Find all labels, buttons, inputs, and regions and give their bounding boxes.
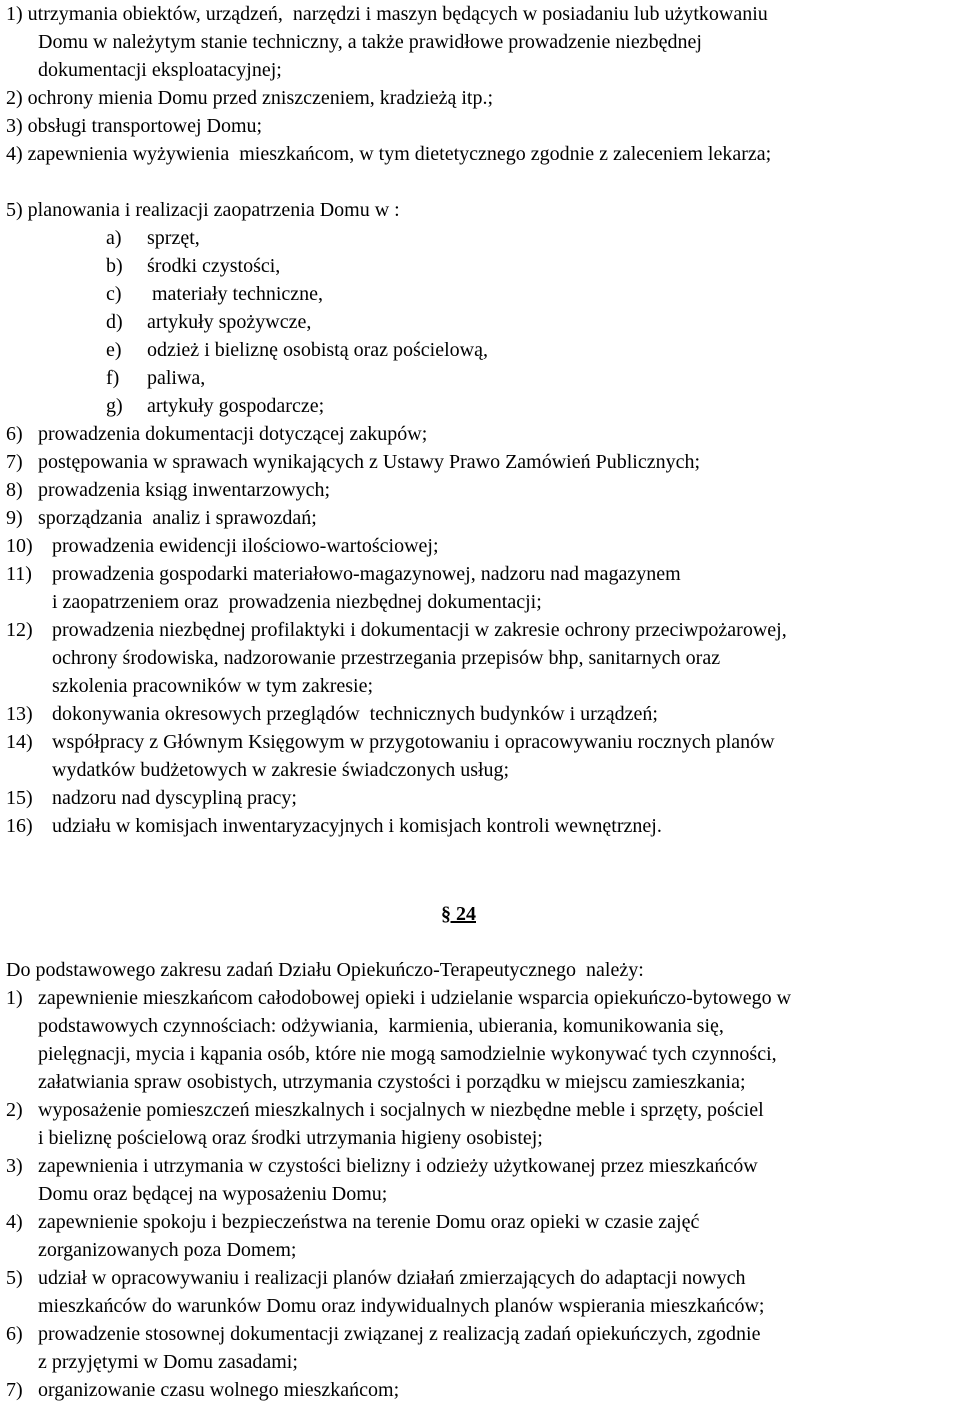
list-item-number: 8) <box>6 479 23 501</box>
sub-item-letter: b) <box>106 255 123 277</box>
sub-item-text: artykuły gospodarcze; <box>147 395 325 417</box>
list-item-text: dokonywania okresowych przeglądów technicznych budynków i urządzeń; <box>52 703 658 725</box>
list-item-text: prowadzenia ksiąg inwentarzowych; <box>38 479 331 501</box>
list-item-text: pielęgnacji, mycia i kąpania osób, które nie mogą samodzielnie wykonywać tych czynności, <box>38 1043 777 1065</box>
list-item-text: współpracy z Głównym Księgowym w przygotowaniu i opracowywaniu rocznych planów <box>52 731 775 753</box>
list-item-number: 16) <box>6 815 33 837</box>
list-item-number: 7) <box>6 1379 23 1401</box>
sub-item-text: odzież i bieliznę osobistą oraz pościelową, <box>147 339 488 361</box>
list-item-text: nadzoru nad dyscypliną pracy; <box>52 787 297 809</box>
list-item-text: zorganizowanych poza Domem; <box>38 1239 297 1261</box>
list-item-number: 13) <box>6 703 33 725</box>
list-item-text: prowadzenia dokumentacji dotyczącej zakupów; <box>38 423 428 445</box>
list-item-text: podstawowych czynnościach: odżywiania, karmienia, ubierania, komunikowania się, <box>38 1015 724 1037</box>
list-item-number: 1) <box>6 987 23 1009</box>
list-item: 5) planowania i realizacji zaopatrzenia Domu w : <box>6 199 400 221</box>
list-item-line: Domu w należytym stanie techniczny, a także prawidłowe prowadzenie niezbędnej <box>38 31 702 53</box>
sub-item-text: materiały techniczne, <box>147 283 324 305</box>
sub-item-letter: g) <box>106 395 123 417</box>
list-item-text: prowadzenia ewidencji ilościowo-wartościowej; <box>52 535 439 557</box>
list-item-text: udział w opracowywaniu i realizacji planów działań zmierzających do adaptacji nowych <box>38 1267 746 1289</box>
list-item-text: wydatków budżetowych w zakresie świadczonych usług; <box>52 759 510 781</box>
list-item-text: z przyjętymi w Domu zasadami; <box>38 1351 298 1373</box>
list-item-number: 3) <box>6 1155 23 1177</box>
sub-item-text: artykuły spożywcze, <box>147 311 312 333</box>
list-item-text: udziału w komisjach inwentaryzacyjnych i komisjach kontroli wewnętrznej. <box>52 815 662 837</box>
list-item-text: zapewnienia i utrzymania w czystości bielizny i odzieży użytkowanej przez mieszkańców <box>38 1155 758 1177</box>
list-item-text: i bieliznę pościelową oraz środki utrzymania higieny osobistej; <box>38 1127 543 1149</box>
sub-item-letter: c) <box>106 283 122 305</box>
list-item-number: 11) <box>6 563 32 585</box>
sub-item-letter: a) <box>106 227 122 249</box>
list-item-number: 14) <box>6 731 33 753</box>
list-item-number: 6) <box>6 423 23 445</box>
list-item-text: organizowanie czasu wolnego mieszkańcom; <box>38 1379 400 1401</box>
list-item-number: 5) <box>6 1267 23 1289</box>
list-item-text: prowadzenie stosownej dokumentacji związanej z realizacją zadań opiekuńczych, zgodnie <box>38 1323 761 1345</box>
list-item-number: 10) <box>6 535 33 557</box>
list-item-text: szkolenia pracowników w tym zakresie; <box>52 675 374 697</box>
list-item-number: 2) <box>6 1099 23 1121</box>
list-item: 4) zapewnienia wyżywienia mieszkańcom, w tym dietetycznego zgodnie z zaleceniem lekarza; <box>6 143 772 165</box>
list-item-text: i zaopatrzeniem oraz prowadzenia niezbędnej dokumentacji; <box>52 591 542 613</box>
sub-item-text: środki czystości, <box>147 255 281 277</box>
list-item-number: 4) <box>6 1211 23 1233</box>
list-item-text: zapewnienie mieszkańcom całodobowej opieki i udzielanie wsparcia opiekuńczo-bytowego w <box>38 987 792 1009</box>
list-item: 2) ochrony mienia Domu przed zniszczeniem, kradzieżą itp.; <box>6 87 494 109</box>
list-item-text: mieszkańców do warunków Domu oraz indywidualnych planów wspierania mieszkańców; <box>38 1295 765 1317</box>
list-item-text: ochrony środowiska, nadzorowanie przestrzegania przepisów bhp, sanitarnych oraz <box>52 647 721 669</box>
list-item-number: 7) <box>6 451 23 473</box>
list-item-text: zapewnienie spokoju i bezpieczeństwa na terenie Domu oraz opieki w czasie zajęć <box>38 1211 700 1233</box>
list-item-number: 6) <box>6 1323 23 1345</box>
list-item-number: 9) <box>6 507 23 529</box>
list-item-line: 1) utrzymania obiektów, urządzeń, narzędzi i maszyn będących w posiadaniu lub użytkowaniu <box>6 3 768 25</box>
sub-item-letter: d) <box>106 311 123 333</box>
list-item-number: 15) <box>6 787 33 809</box>
section-intro: Do podstawowego zakresu zadań Działu Opiekuńczo-Terapeutycznego należy: <box>6 959 644 981</box>
list-item-text: postępowania w sprawach wynikających z Ustawy Prawo Zamówień Publicznych; <box>38 451 701 473</box>
list-item-text: wyposażenie pomieszczeń mieszkalnych i socjalnych w niezbędne meble i sprzęty, pościel <box>38 1099 764 1121</box>
list-item-text: prowadzenia niezbędnej profilaktyki i dokumentacji w zakresie ochrony przeciwpożarowej, <box>52 619 787 641</box>
sub-item-letter: f) <box>106 367 120 389</box>
sub-item-letter: e) <box>106 339 122 361</box>
list-item-number: 12) <box>6 619 33 641</box>
list-item-line: dokumentacji eksploatacyjnej; <box>38 59 282 81</box>
sub-item-text: sprzęt, <box>147 227 200 249</box>
list-item-text: załatwiania spraw osobistych, utrzymania czystości i porządku w miejscu zamieszkania; <box>38 1071 746 1093</box>
section-heading: § 24 <box>441 903 476 925</box>
list-item-text: prowadzenia gospodarki materiałowo-magazynowej, nadzoru nad magazynem <box>52 563 681 585</box>
list-item: 3) obsługi transportowej Domu; <box>6 115 263 137</box>
sub-item-text: paliwa, <box>147 367 206 389</box>
list-item-text: sporządzania analiz i sprawozdań; <box>38 507 317 529</box>
list-item-text: Domu oraz będącej na wyposażeniu Domu; <box>38 1183 388 1205</box>
